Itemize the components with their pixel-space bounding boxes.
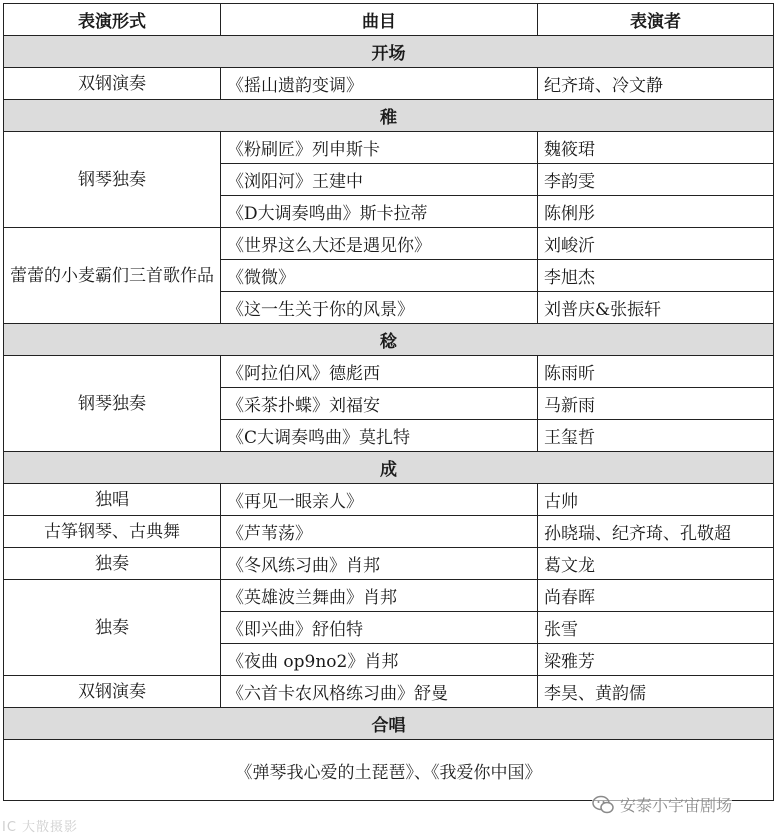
section-row bbox=[4, 100, 774, 132]
section-row bbox=[4, 36, 774, 68]
program-row bbox=[4, 580, 774, 612]
header-form: 表演形式 bbox=[4, 4, 221, 36]
program-row bbox=[4, 228, 774, 260]
performer-name: 刘普庆&张振轩 bbox=[538, 292, 774, 324]
wechat-icon bbox=[592, 795, 614, 815]
program-row bbox=[4, 484, 774, 516]
piece-title: 《采茶扑蝶》刘福安 bbox=[221, 388, 538, 420]
piece-title: 《英雄波兰舞曲》肖邦 bbox=[221, 580, 538, 612]
section-title: 稚 bbox=[4, 100, 774, 132]
performance-form: 独唱 bbox=[4, 484, 221, 516]
piece-title: 《即兴曲》舒伯特 bbox=[221, 612, 538, 644]
performer-name: 陈俐彤 bbox=[538, 196, 774, 228]
performer-name: 马新雨 bbox=[538, 388, 774, 420]
performer-name: 王玺哲 bbox=[538, 420, 774, 452]
section-row bbox=[4, 324, 774, 356]
header-piece: 曲目 bbox=[221, 4, 538, 36]
piece-title: 《世界这么大还是遇见你》 bbox=[221, 228, 538, 260]
piece-title: 《浏阳河》王建中 bbox=[221, 164, 538, 196]
program-row bbox=[4, 516, 774, 548]
performance-form: 独奏 bbox=[4, 580, 221, 676]
piece-title: 《阿拉伯风》德彪西 bbox=[221, 356, 538, 388]
header-performer: 表演者 bbox=[538, 4, 774, 36]
performer-name: 孙晓瑞、纪齐琦、孔敬超 bbox=[538, 516, 774, 548]
piece-title: 《这一生关于你的风景》 bbox=[221, 292, 538, 324]
piece-title: 《芦苇荡》 bbox=[221, 516, 538, 548]
performer-name: 纪齐琦、冷文静 bbox=[538, 68, 774, 100]
performer-name: 梁雅芳 bbox=[538, 644, 774, 676]
piece-title: 《微微》 bbox=[221, 260, 538, 292]
finale-title-row bbox=[4, 708, 774, 740]
piece-title: 《粉刷匠》列申斯卡 bbox=[221, 132, 538, 164]
performer-name: 李旭杰 bbox=[538, 260, 774, 292]
section-title-finale: 合唱 bbox=[4, 708, 774, 740]
watermark-right-label: 安泰小宇宙剧场 bbox=[620, 796, 733, 815]
performer-name: 陈雨昕 bbox=[538, 356, 774, 388]
section-row bbox=[4, 452, 774, 484]
performer-name: 张雪 bbox=[538, 612, 774, 644]
piece-title: 《再见一眼亲人》 bbox=[221, 484, 538, 516]
performance-form: 双钢演奏 bbox=[4, 68, 221, 100]
program-row bbox=[4, 68, 774, 100]
program-row bbox=[4, 132, 774, 164]
performance-form: 蕾蕾的小麦霸们三首歌作品 bbox=[4, 228, 221, 324]
program-table bbox=[3, 3, 774, 801]
piece-title: 《冬风练习曲》肖邦 bbox=[221, 548, 538, 580]
watermark-left: IC 大散摄影 bbox=[2, 820, 79, 835]
program-row bbox=[4, 676, 774, 708]
performer-name: 古帅 bbox=[538, 484, 774, 516]
performance-form: 古筝钢琴、古典舞 bbox=[4, 516, 221, 548]
performer-name: 葛文龙 bbox=[538, 548, 774, 580]
performer-name: 尚春晖 bbox=[538, 580, 774, 612]
performer-name: 李昊、黄韵儒 bbox=[538, 676, 774, 708]
piece-title: 《六首卡农风格练习曲》舒曼 bbox=[221, 676, 538, 708]
section-title: 成 bbox=[4, 452, 774, 484]
watermark-right bbox=[592, 793, 732, 816]
performance-form: 钢琴独奏 bbox=[4, 356, 221, 452]
program-row bbox=[4, 356, 774, 388]
program-body bbox=[4, 36, 774, 708]
piece-title: 《C大调奏鸣曲》莫扎特 bbox=[221, 420, 538, 452]
program-row bbox=[4, 548, 774, 580]
finale-text-row bbox=[4, 740, 774, 801]
finale-text: 《弹琴我心爱的土琵琶》、《我爱你中国》 bbox=[4, 740, 774, 801]
performer-name: 魏筱珺 bbox=[538, 132, 774, 164]
section-title: 稔 bbox=[4, 324, 774, 356]
performer-name: 刘峻沂 bbox=[538, 228, 774, 260]
piece-title: 《摇山遗韵变调》 bbox=[221, 68, 538, 100]
piece-title: 《夜曲 op9no2》肖邦 bbox=[221, 644, 538, 676]
performance-form: 双钢演奏 bbox=[4, 676, 221, 708]
performance-form: 钢琴独奏 bbox=[4, 132, 221, 228]
section-title: 开场 bbox=[4, 36, 774, 68]
header-row bbox=[4, 4, 774, 36]
performance-form: 独奏 bbox=[4, 548, 221, 580]
performer-name: 李韵雯 bbox=[538, 164, 774, 196]
piece-title: 《D大调奏鸣曲》斯卡拉蒂 bbox=[221, 196, 538, 228]
